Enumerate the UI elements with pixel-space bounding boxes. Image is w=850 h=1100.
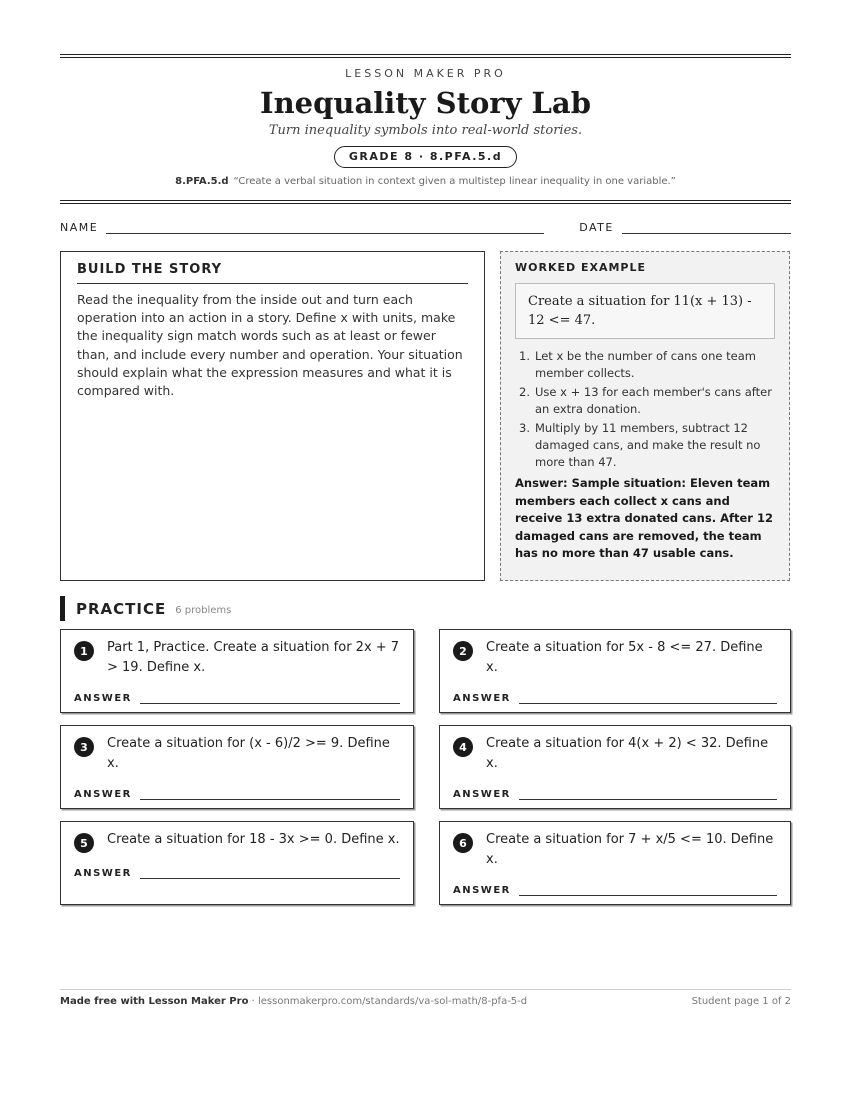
problem-count: 6 problems	[175, 604, 232, 616]
problem-text: Create a situation for 7 + x/5 <= 10. Define x.	[486, 832, 774, 867]
date-label: DATE	[579, 221, 614, 234]
intro-row	[60, 251, 791, 581]
worked-example-step	[515, 420, 775, 471]
problem-text: Create a situation for 18 - 3x >= 0. Define x.	[107, 832, 400, 847]
worked-example-answer: Answer: Sample situation: Eleven team members each collect x cans and receive 13 extra donated cans. After 12 damaged cans are removed, the team has no more than 47 usable cans.	[515, 476, 773, 560]
problem-number-badge: 4	[453, 737, 473, 757]
name-label: NAME	[60, 221, 99, 234]
problem-text: Create a situation for 4(x + 2) < 32. Define x.	[486, 736, 769, 771]
header-bottom-rule	[60, 200, 791, 204]
build-story-panel	[60, 251, 485, 581]
step-text: Let x be the number of cans one team member collects.	[535, 349, 756, 380]
step-text: Multiply by 11 members, subtract 12 damaged cans, and make the result no more than 47.	[535, 421, 761, 469]
worked-example-steps	[515, 348, 775, 471]
build-story-heading: BUILD THE STORY	[77, 262, 468, 284]
worksheet-title: Inequality Story Lab	[260, 86, 591, 120]
worksheet-header	[60, 58, 791, 188]
date-field[interactable]	[622, 224, 791, 234]
name-date-row	[60, 214, 791, 234]
answer-label: ANSWER	[74, 789, 132, 800]
standard-code: 8.PFA.5.d	[175, 176, 229, 187]
page-footer	[60, 989, 791, 1007]
answer-field[interactable]	[140, 792, 400, 800]
answer-field[interactable]	[140, 696, 400, 704]
problem-text: Create a situation for (x - 6)/2 >= 9. Define x.	[107, 736, 390, 771]
step-number: 1.	[519, 349, 530, 363]
problem-card-2	[439, 629, 791, 713]
answer-label: ANSWER	[453, 789, 511, 800]
worked-example-panel	[500, 251, 790, 581]
worked-example-step	[515, 384, 775, 418]
problem-card-6	[439, 821, 791, 905]
footer-made-with: Made free with Lesson Maker Pro	[60, 996, 249, 1007]
answer-field[interactable]	[519, 696, 777, 704]
problem-number-badge: 5	[74, 833, 94, 853]
step-number: 3.	[519, 421, 530, 435]
standard-line	[60, 175, 791, 188]
answer-field[interactable]	[519, 792, 777, 800]
problem-text: Part 1, Practice. Create a situation for 2x + 7 > 19. Define x.	[107, 640, 400, 675]
problem-number-badge: 2	[453, 641, 473, 661]
grade-badge: GRADE 8 · 8.PFA.5.d	[334, 146, 517, 168]
footer-page-number: Student page 1 of 2	[691, 996, 791, 1007]
answer-field[interactable]	[140, 871, 400, 879]
worked-example-heading: WORKED EXAMPLE	[515, 261, 646, 274]
worksheet-page	[60, 54, 791, 905]
problem-card-3	[60, 725, 414, 809]
name-field[interactable]	[106, 224, 544, 234]
standard-text: “Create a verbal situation in context given a multistep linear inequality in one variable.”	[233, 176, 676, 187]
brand-name: LESSON MAKER PRO	[345, 67, 506, 80]
worked-example-step	[515, 348, 775, 382]
build-story-body: Read the inequality from the inside out and turn each operation into an action in a story. Define x with units, make the inequality sign match words such as at least or fewer than, and include every number and operation. Your situation should explain what the expression measures and what it is compared with.	[77, 292, 463, 399]
footer-credit	[60, 996, 527, 1007]
practice-heading: PRACTICE	[76, 599, 167, 618]
problem-number-badge: 6	[453, 833, 473, 853]
problem-card-5	[60, 821, 414, 905]
answer-label: ANSWER	[74, 868, 132, 879]
answer-label: ANSWER	[453, 885, 511, 896]
practice-header	[60, 596, 791, 621]
problem-text: Create a situation for 5x - 8 <= 27. Define x.	[486, 640, 763, 675]
problem-card-1	[60, 629, 414, 713]
worksheet-subtitle: Turn inequality symbols into real-world stories.	[268, 123, 583, 138]
practice-grid	[60, 629, 791, 905]
answer-label: ANSWER	[453, 693, 511, 704]
answer-label: ANSWER	[74, 693, 132, 704]
problem-number-badge: 1	[74, 641, 94, 661]
answer-field[interactable]	[519, 888, 777, 896]
problem-card-4	[439, 725, 791, 809]
worked-example-prompt: Create a situation for 11(x + 13) - 12 <= 47.	[515, 283, 775, 339]
step-number: 2.	[519, 385, 530, 399]
step-text: Use x + 13 for each member's cans after an extra donation.	[535, 385, 772, 416]
footer-url: · lessonmakerpro.com/standards/va-sol-math/8-pfa-5-d	[248, 996, 528, 1007]
problem-number-badge: 3	[74, 737, 94, 757]
